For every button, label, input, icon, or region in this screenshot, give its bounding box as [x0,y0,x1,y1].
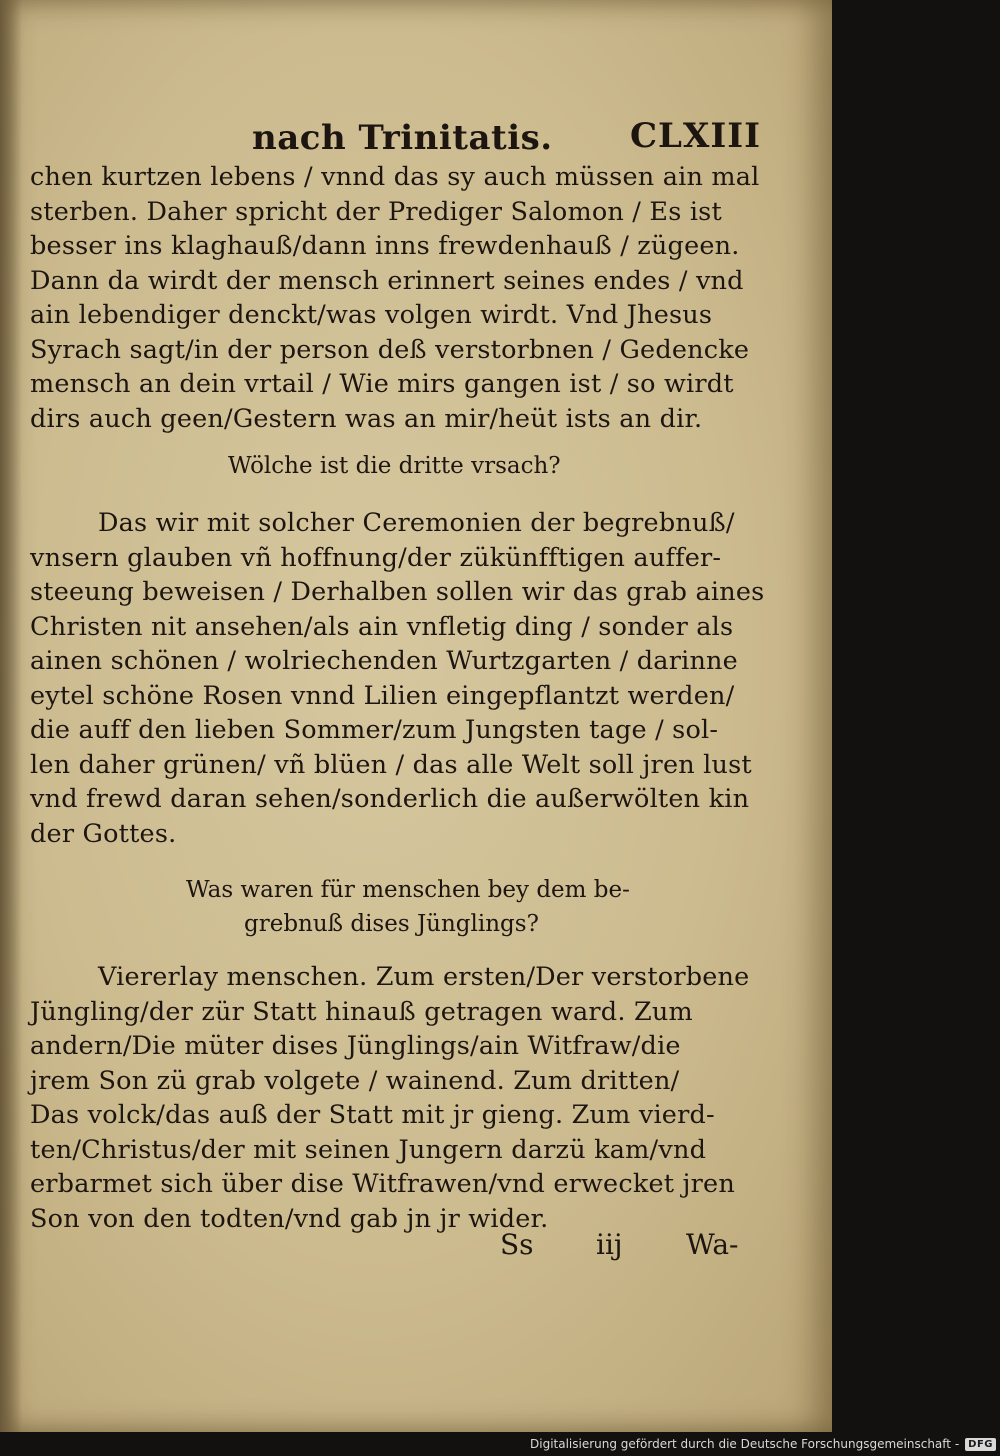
text-line: steeung beweisen / Derhalben sollen wir das grab aines [30,577,765,607]
folio-number: CLXIII [630,116,762,156]
text-line: erbarmet sich über dise Witfrawen/vnd erwecket jren [30,1169,735,1199]
text-line: dirs auch geen/Gestern was an mir/heüt ists an dir. [30,403,703,434]
signature-mark: Ss [500,1228,534,1261]
digitization-banner [530,1432,1000,1456]
text-line: Dann da wirdt der mensch erinnert seines endes / vnd [30,265,744,296]
text-line: sterben. Daher spricht der Prediger Salomon / Es ist [30,196,722,227]
dfg-logo: DFG [965,1438,996,1451]
text-line: Das wir mit solcher Ceremonien der begrebnuß/ [98,508,735,538]
signature-number: iij [596,1228,623,1261]
funding-notice: Digitalisierung gefördert durch die Deutsche Forschungsgemeinschaft - [530,1437,960,1451]
text-line: Syrach sagt/in der person deß verstorbnen / Gedencke [30,334,750,365]
text-line: vnd frewd daran sehen/sonderlich die außerwölten kin [30,784,750,814]
text-line: Christen nit ansehen/als ain vnfletig ding / sonder als [30,611,734,642]
text-line: ainen schönen / wolriechenden Wurtzgarten / darinne [30,646,738,676]
question-heading-1: Wölche ist die dritte vrsach? [228,453,561,479]
text-line: mensch an dein vrtail / Wie mirs gangen ist / so wirdt [30,369,734,399]
text-line: Son von den todten/vnd gab jn jr wider. [30,1203,549,1234]
running-title: nach Trinitatis. [252,118,553,158]
paragraph-1 [30,160,770,436]
text-line: ten/Christus/der mit seinen Jungern darzü kam/vnd [30,1134,707,1165]
page-gutter-shadow [0,0,22,1432]
text-line: jrem Son zü grab volgete / wainend. Zum dritten/ [30,1065,680,1096]
text-line: len daher grünen/ vñ blüen / das alle Welt soll jren lust [30,749,752,780]
text-line: Jüngling/der zür Statt hinauß getragen ward. Zum [30,996,693,1027]
text-line: Das volck/das auß der Statt mit jr gieng. Zum vierd- [30,1100,715,1130]
text-line: ain lebendiger denckt/was volgen wirdt. Vnd Jhesus [30,300,713,330]
question-heading-2-line-2: grebnuß dises Jünglings? [244,911,539,937]
text-line: Viererlay menschen. Zum ersten/Der verstorbene [98,962,750,992]
text-line: die auff den lieben Sommer/zum Jungsten tage / sol- [30,715,719,745]
paragraph-2 [30,506,770,851]
text-line: besser ins klaghauß/dann inns frewdenhauß / zügeen. [30,231,740,261]
text-line: der Gottes. [30,818,177,849]
text-line: andern/Die müter dises Jünglings/ain Witfraw/die [30,1031,681,1061]
paragraph-3 [30,960,770,1236]
text-line: chen kurtzen lebens / vnnd das sy auch müssen ain mal [30,162,760,192]
catchword: Wa- [686,1228,739,1261]
question-heading-2-line-1: Was waren für menschen bey dem be- [186,877,630,903]
text-line: vnsern glauben vñ hoffnung/der zükünfftigen auffer- [30,542,722,573]
text-line: eytel schöne Rosen vnnd Lilien eingepflantzt werden/ [30,680,735,711]
